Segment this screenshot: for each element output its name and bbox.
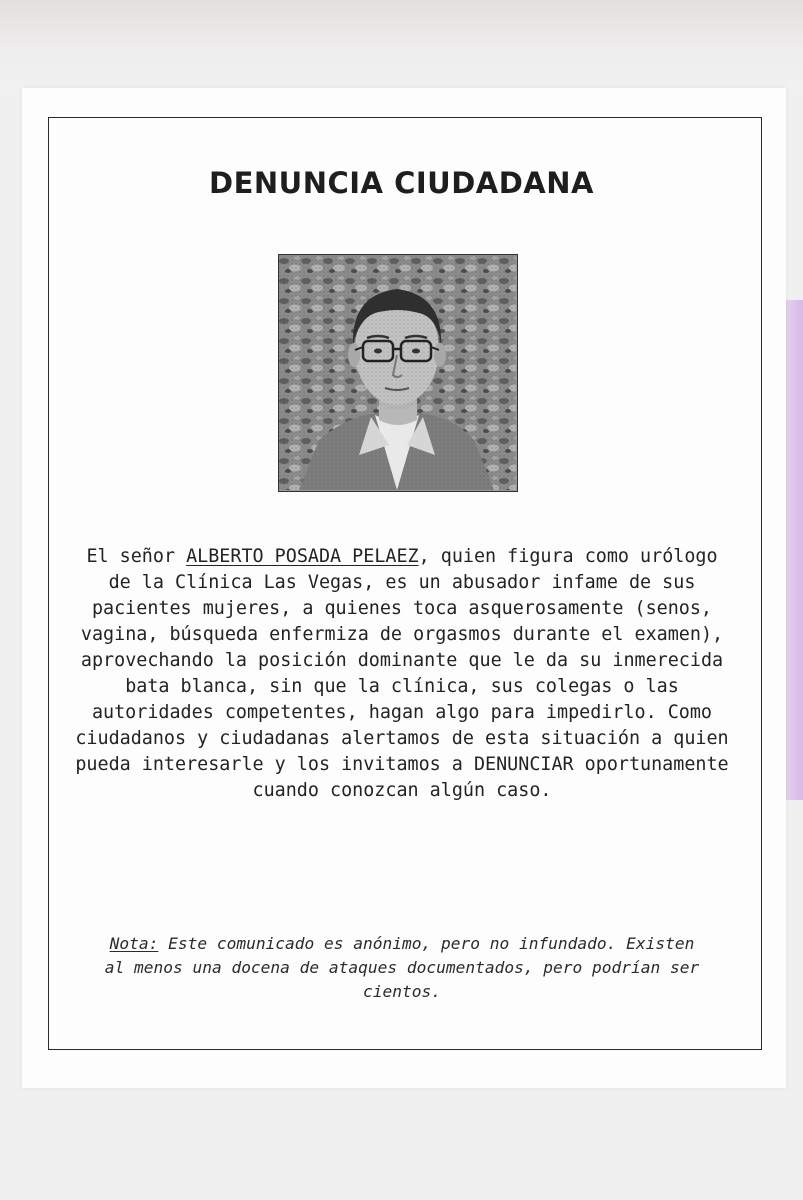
body-intro: El señor bbox=[86, 546, 176, 567]
accused-name: ALBERTO POSADA PELAEZ bbox=[186, 546, 419, 567]
body-text: , quien figura como urólogo de la Clínica Las Vegas, es un abusador infame de sus pacientes mujeres, a quienes toca asquerosamente (senos, vagina, búsqueda enfermiza de orgasmos durante el examen), aprovechando la posición dominante que le da su inmerecida bata blanca, sin que la clínica, sus colegas o las autoridades competentes, hagan algo para impedirlo. Como ciudadanos y ciudadanas alertamos de esta situación a quien pueda interesarle y los invitamos a DENUNCIAR oportunamente cuando conozcan algún caso. bbox=[75, 546, 729, 801]
note-label: Nota: bbox=[109, 934, 159, 953]
note-paragraph bbox=[96, 932, 708, 1004]
portrait-photo bbox=[278, 254, 518, 492]
note-text: Este comunicado es anónimo, pero no infundado. Existen al menos una docena de ataques documentados, pero podrían ser cientos. bbox=[104, 934, 700, 1001]
background-top-blur bbox=[0, 0, 803, 90]
body-paragraph bbox=[72, 544, 732, 804]
flyer-title: DENUNCIA CIUDADANA bbox=[209, 166, 594, 200]
